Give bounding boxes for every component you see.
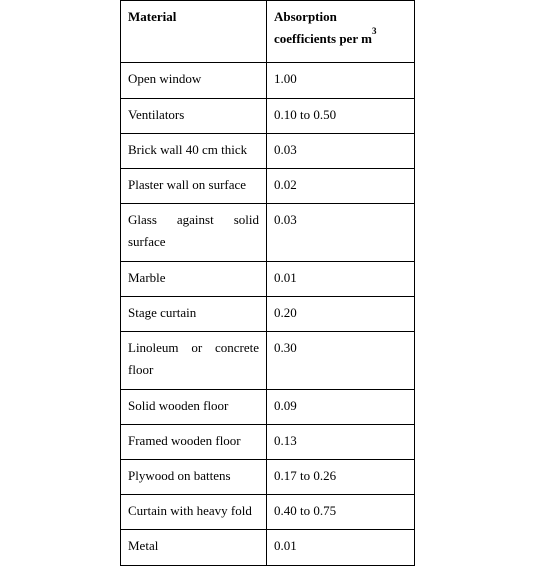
table-row (121, 262, 415, 297)
cell-material-line1: Linoleum or concrete (128, 340, 259, 355)
cell-value: 0.02 (267, 169, 415, 204)
cell-material: Marble (121, 262, 267, 297)
table-row (121, 297, 415, 332)
cell-value: 0.01 (267, 262, 415, 297)
cell-material (121, 204, 267, 262)
cell-material: Plaster wall on surface (121, 169, 267, 204)
table-row (121, 134, 415, 169)
cell-material-line2: floor (128, 362, 154, 377)
cell-value: 1.00 (267, 63, 415, 99)
cell-material: Stage curtain (121, 297, 267, 332)
absorption-table-container (120, 0, 415, 566)
header-absorption-line1: Absorption (274, 9, 337, 24)
cell-value: 0.30 (267, 332, 415, 390)
table-row (121, 332, 415, 390)
cell-value: 0.40 to 0.75 (267, 495, 415, 530)
cell-value: 0.20 (267, 297, 415, 332)
table-row (121, 169, 415, 204)
table-row (121, 495, 415, 530)
cell-material (121, 332, 267, 390)
cell-material: Framed wooden floor (121, 425, 267, 460)
cell-material: Plywood on battens (121, 460, 267, 495)
header-absorption-sup: 3 (371, 26, 377, 36)
cell-material-line2: surface (128, 234, 166, 249)
header-absorption-line2: coefficients per m (274, 31, 372, 46)
cell-value: 0.13 (267, 425, 415, 460)
table-row (121, 390, 415, 425)
cell-value: 0.03 (267, 134, 415, 169)
cell-value: 0.17 to 0.26 (267, 460, 415, 495)
cell-value: 0.01 (267, 530, 415, 566)
cell-material: Solid wooden floor (121, 390, 267, 425)
absorption-coefficients-table (120, 0, 415, 566)
cell-value: 0.09 (267, 390, 415, 425)
cell-value: 0.03 (267, 204, 415, 262)
table-row (121, 460, 415, 495)
cell-material-line1: Glass against solid (128, 212, 259, 227)
cell-material: Open window (121, 63, 267, 99)
table-row (121, 425, 415, 460)
table-row (121, 204, 415, 262)
table-header-row (121, 1, 415, 63)
cell-material: Metal (121, 530, 267, 566)
cell-material: Ventilators (121, 99, 267, 134)
table-row (121, 63, 415, 99)
header-material (121, 1, 267, 63)
cell-material: Curtain with heavy fold (121, 495, 267, 530)
header-material-label: Material (128, 9, 177, 24)
cell-value: 0.10 to 0.50 (267, 99, 415, 134)
table-row (121, 530, 415, 566)
cell-material: Brick wall 40 cm thick (121, 134, 267, 169)
header-absorption (267, 1, 415, 63)
table-row (121, 99, 415, 134)
